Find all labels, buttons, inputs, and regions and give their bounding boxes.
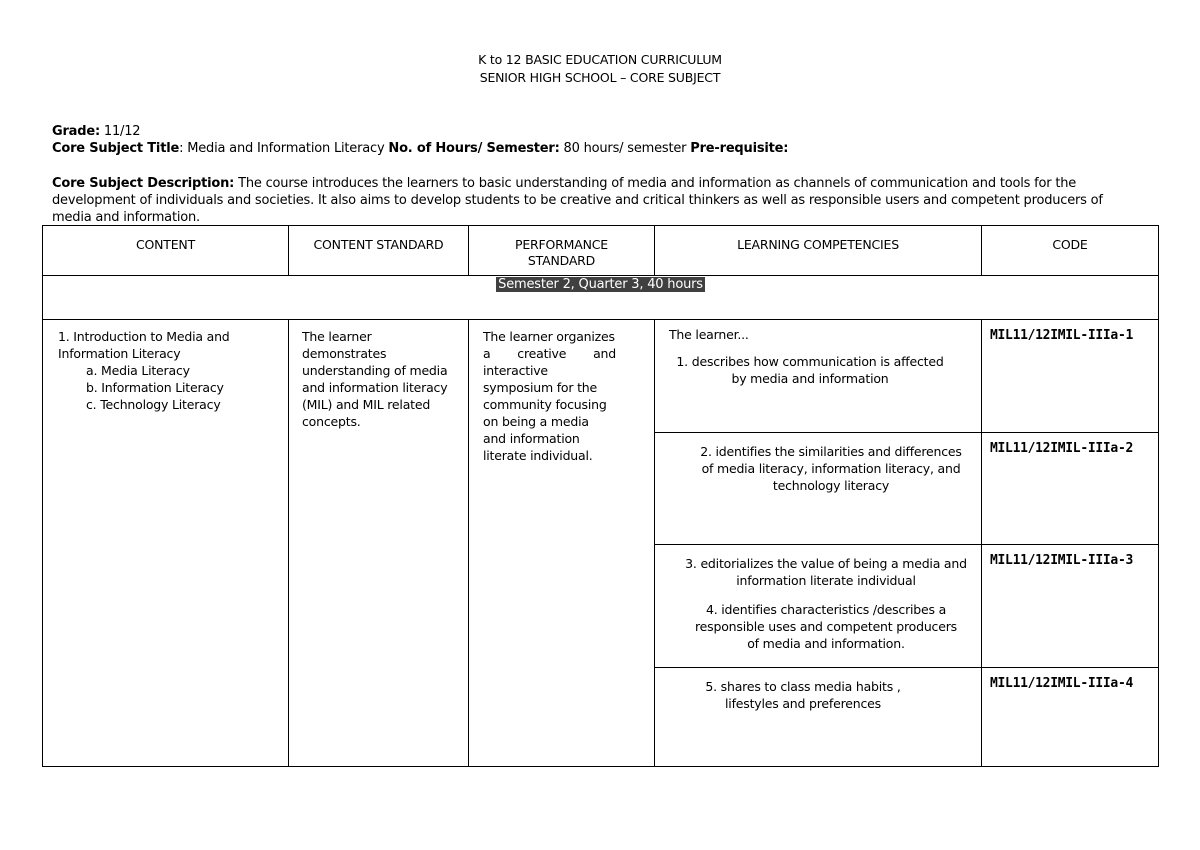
code-cell-2 bbox=[982, 433, 1159, 545]
header-code: CODE bbox=[982, 226, 1159, 276]
grade-label: Grade: bbox=[52, 124, 100, 139]
table-header-row bbox=[43, 226, 1159, 276]
content-list bbox=[58, 362, 276, 413]
document-title: K to 12 BASIC EDUCATION CURRICULUM bbox=[478, 52, 722, 67]
description-text: The course introduces the learners to basic understanding of media and information as channels of communication and tools for the development of individuals and societies. It also aims to develop students to be creative and critical thinkers as well as responsible users and competent producers of media and information. bbox=[52, 176, 1103, 225]
list-item: c. Technology Literacy bbox=[86, 397, 221, 412]
header-content-standard: CONTENT STANDARD bbox=[289, 226, 469, 276]
code-4: MIL11/12IMIL-IIIa-4 bbox=[990, 676, 1134, 691]
performance-standard-line1: The learner organizes bbox=[483, 329, 615, 344]
semester-label: Semester 2, Quarter 3, 40 hours bbox=[498, 277, 703, 292]
subject-title-line bbox=[52, 141, 788, 156]
competency-intro: The learner... bbox=[669, 327, 749, 342]
competency-1: 1. describes how communication is affected by media and information bbox=[676, 354, 944, 386]
code-cell-1 bbox=[982, 320, 1159, 433]
competency-3: 3. editorializes the value of being a media and information literate individual bbox=[685, 556, 967, 588]
competency-2: 2. identifies the similarities and differences of media literacy, information literacy, and technology literacy bbox=[700, 444, 962, 493]
content-title: 1. Introduction to Media and Information Literacy bbox=[58, 329, 230, 361]
code-3: MIL11/12IMIL-IIIa-3 bbox=[990, 553, 1134, 568]
code-2: MIL11/12IMIL-IIIa-2 bbox=[990, 441, 1134, 456]
prerequisite-label: Pre-requisite: bbox=[690, 141, 789, 156]
hours-value: 80 hours/ semester bbox=[559, 141, 691, 156]
subject-title-value: : Media and Information Literacy bbox=[179, 141, 389, 156]
code-1: MIL11/12IMIL-IIIa-1 bbox=[990, 328, 1134, 343]
competency-5: 5. shares to class media habits , lifestyles and preferences bbox=[705, 679, 901, 711]
content-standard-text: The learner demonstrates understanding of media and information literacy (MIL) and MIL related concepts. bbox=[302, 329, 448, 429]
code-cell-3 bbox=[982, 545, 1159, 668]
semester-row bbox=[43, 276, 1159, 320]
competency-4: 4. identifies characteristics /describes a responsible uses and competent producers of media and information. bbox=[695, 602, 957, 651]
competency-cell-2 bbox=[655, 433, 982, 545]
competency-cell-3 bbox=[655, 545, 982, 668]
code-cell-4 bbox=[982, 668, 1159, 767]
performance-standard-justified: a creative and bbox=[483, 346, 616, 361]
curriculum-table bbox=[42, 225, 1159, 767]
list-item: b. Information Literacy bbox=[86, 380, 224, 395]
competency-cell-1 bbox=[655, 320, 982, 433]
hours-label: No. of Hours/ Semester: bbox=[388, 141, 560, 156]
performance-standard-cell bbox=[469, 320, 655, 767]
description-label: Core Subject Description: bbox=[52, 176, 235, 191]
list-item: a. Media Literacy bbox=[86, 363, 190, 378]
header-content: CONTENT bbox=[43, 226, 289, 276]
subject-description bbox=[52, 175, 1132, 226]
grade-value: 11/12 bbox=[99, 124, 141, 139]
header-performance-standard: PERFORMANCE STANDARD bbox=[469, 226, 655, 276]
competency-cell-4 bbox=[655, 668, 982, 767]
performance-standard-text: interactive symposium for the community focusing on being a media and information literate individual. bbox=[483, 363, 607, 463]
header-learning-competencies: LEARNING COMPETENCIES bbox=[655, 226, 982, 276]
content-standard-cell bbox=[289, 320, 469, 767]
subject-title-label: Core Subject Title bbox=[52, 141, 180, 156]
document-subtitle: SENIOR HIGH SCHOOL – CORE SUBJECT bbox=[479, 70, 721, 85]
grade-line bbox=[52, 124, 140, 139]
table-row bbox=[43, 320, 1159, 433]
content-cell bbox=[43, 320, 289, 767]
